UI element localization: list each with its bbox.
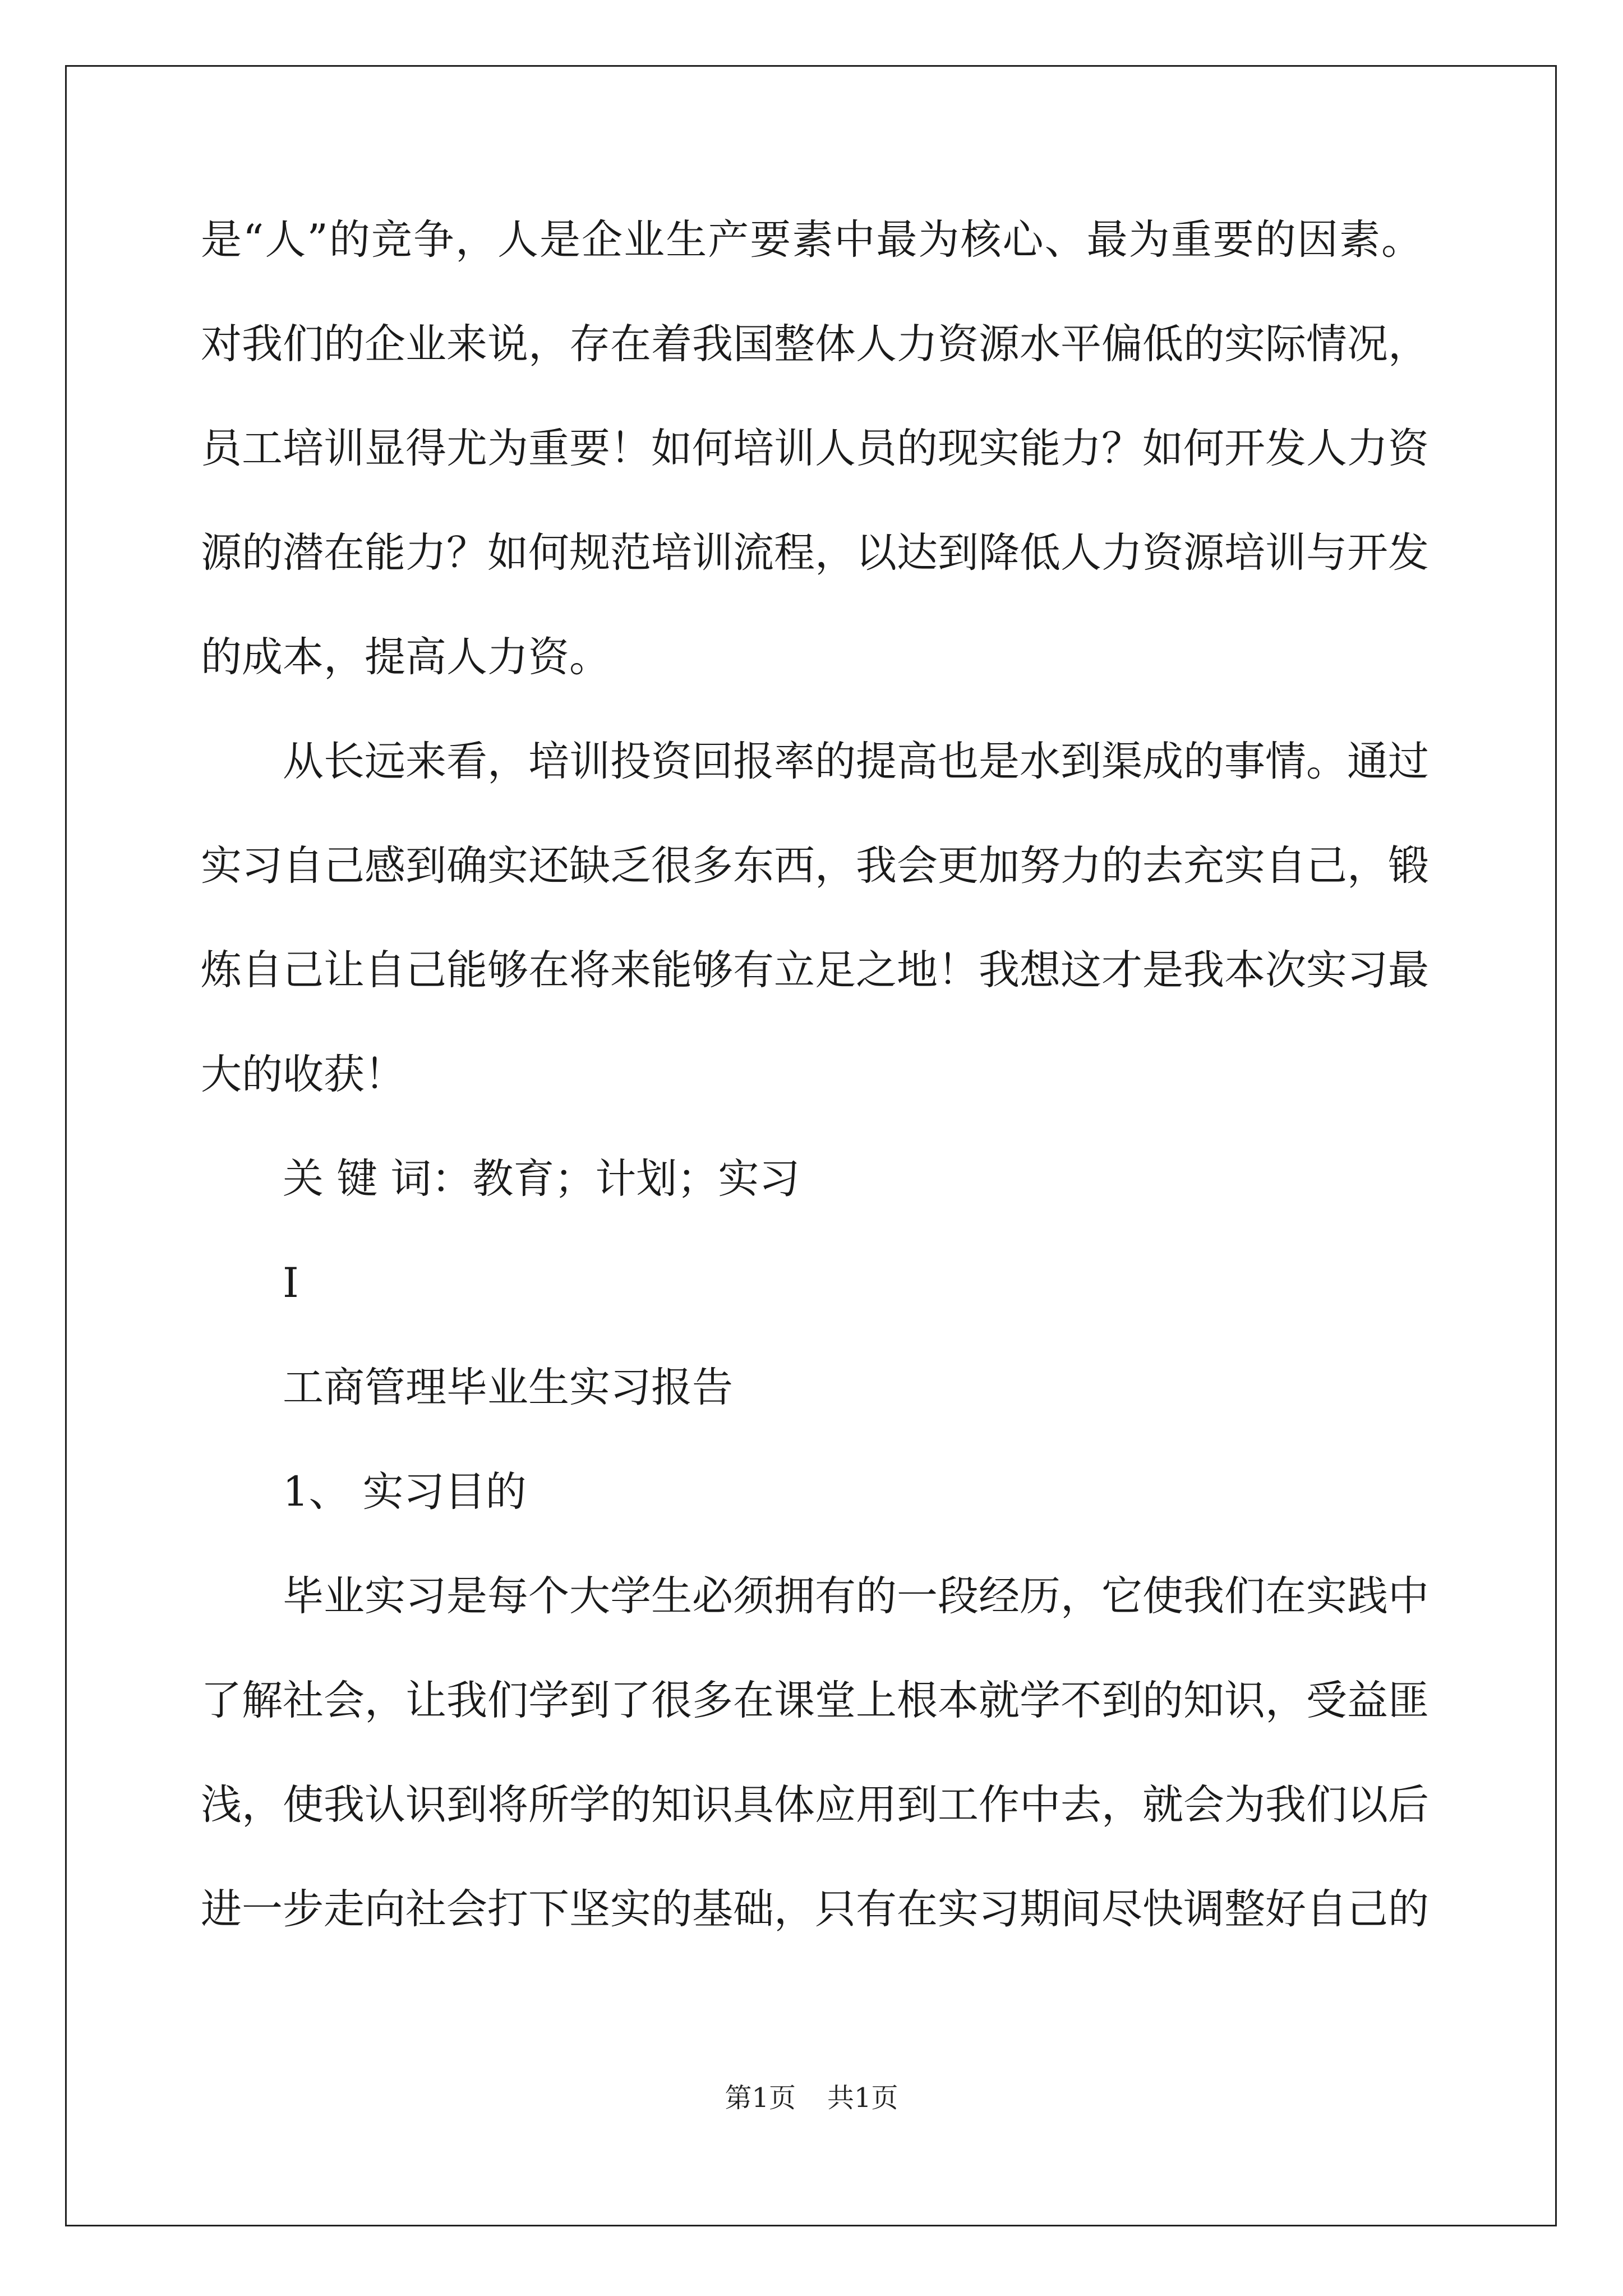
report-title: 工商管理毕业生实习报告: [283, 1364, 733, 1411]
text-line: 实习自己感到确实还缺乏很多东西，我会更加努力的去充实自己，锻: [201, 842, 1429, 890]
section-heading: 1、 实习目的: [283, 1468, 527, 1516]
page-total: 共1页: [827, 2082, 898, 2114]
paragraph-start-line: 从长远来看，培训投资回报率的提高也是水到渠成的事情。通过: [283, 738, 1429, 785]
text-line: 是“人”的竞争，人是企业生产要素中最为核心、最为重要的因素。: [201, 216, 1422, 264]
keywords-line: 关 键 词：教育；计划；实习: [283, 1155, 800, 1203]
text-line: 了解社会，让我们学到了很多在课堂上根本就学不到的知识，受益匪: [201, 1677, 1429, 1724]
paragraph-start-line: 毕业实习是每个大学生必须拥有的一段经历，它使我们在实践中: [283, 1572, 1429, 1620]
text-line: 进一步走向社会打下坚实的基础，只有在实习期间尽快调整好自己的: [201, 1885, 1429, 1933]
text-line: 的成本，提高人力资。: [201, 633, 610, 681]
text-line: 浅，使我认识到将所学的知识具体应用到工作中去，就会为我们以后: [201, 1781, 1429, 1829]
text-line: 大的收获！: [201, 1051, 405, 1098]
page-number: 第1页: [725, 2082, 796, 2114]
text-line: 源的潜在能力？如何规范培训流程，以达到降低人力资源培训与开发: [201, 529, 1429, 577]
text-line: 对我们的企业来说，存在着我国整体人力资源水平偏低的实际情况，: [201, 320, 1429, 368]
text-line: 炼自己让自己能够在将来能够有立足之地！我想这才是我本次实习最: [201, 946, 1429, 994]
document-body: [201, 206, 1429, 1980]
text-line: 员工培训显得尤为重要！如何培训人员的现实能力？如何开发人力资: [201, 425, 1429, 472]
roman-numeral-marker: I: [283, 1259, 299, 1307]
page-footer: [0, 2081, 1623, 2115]
